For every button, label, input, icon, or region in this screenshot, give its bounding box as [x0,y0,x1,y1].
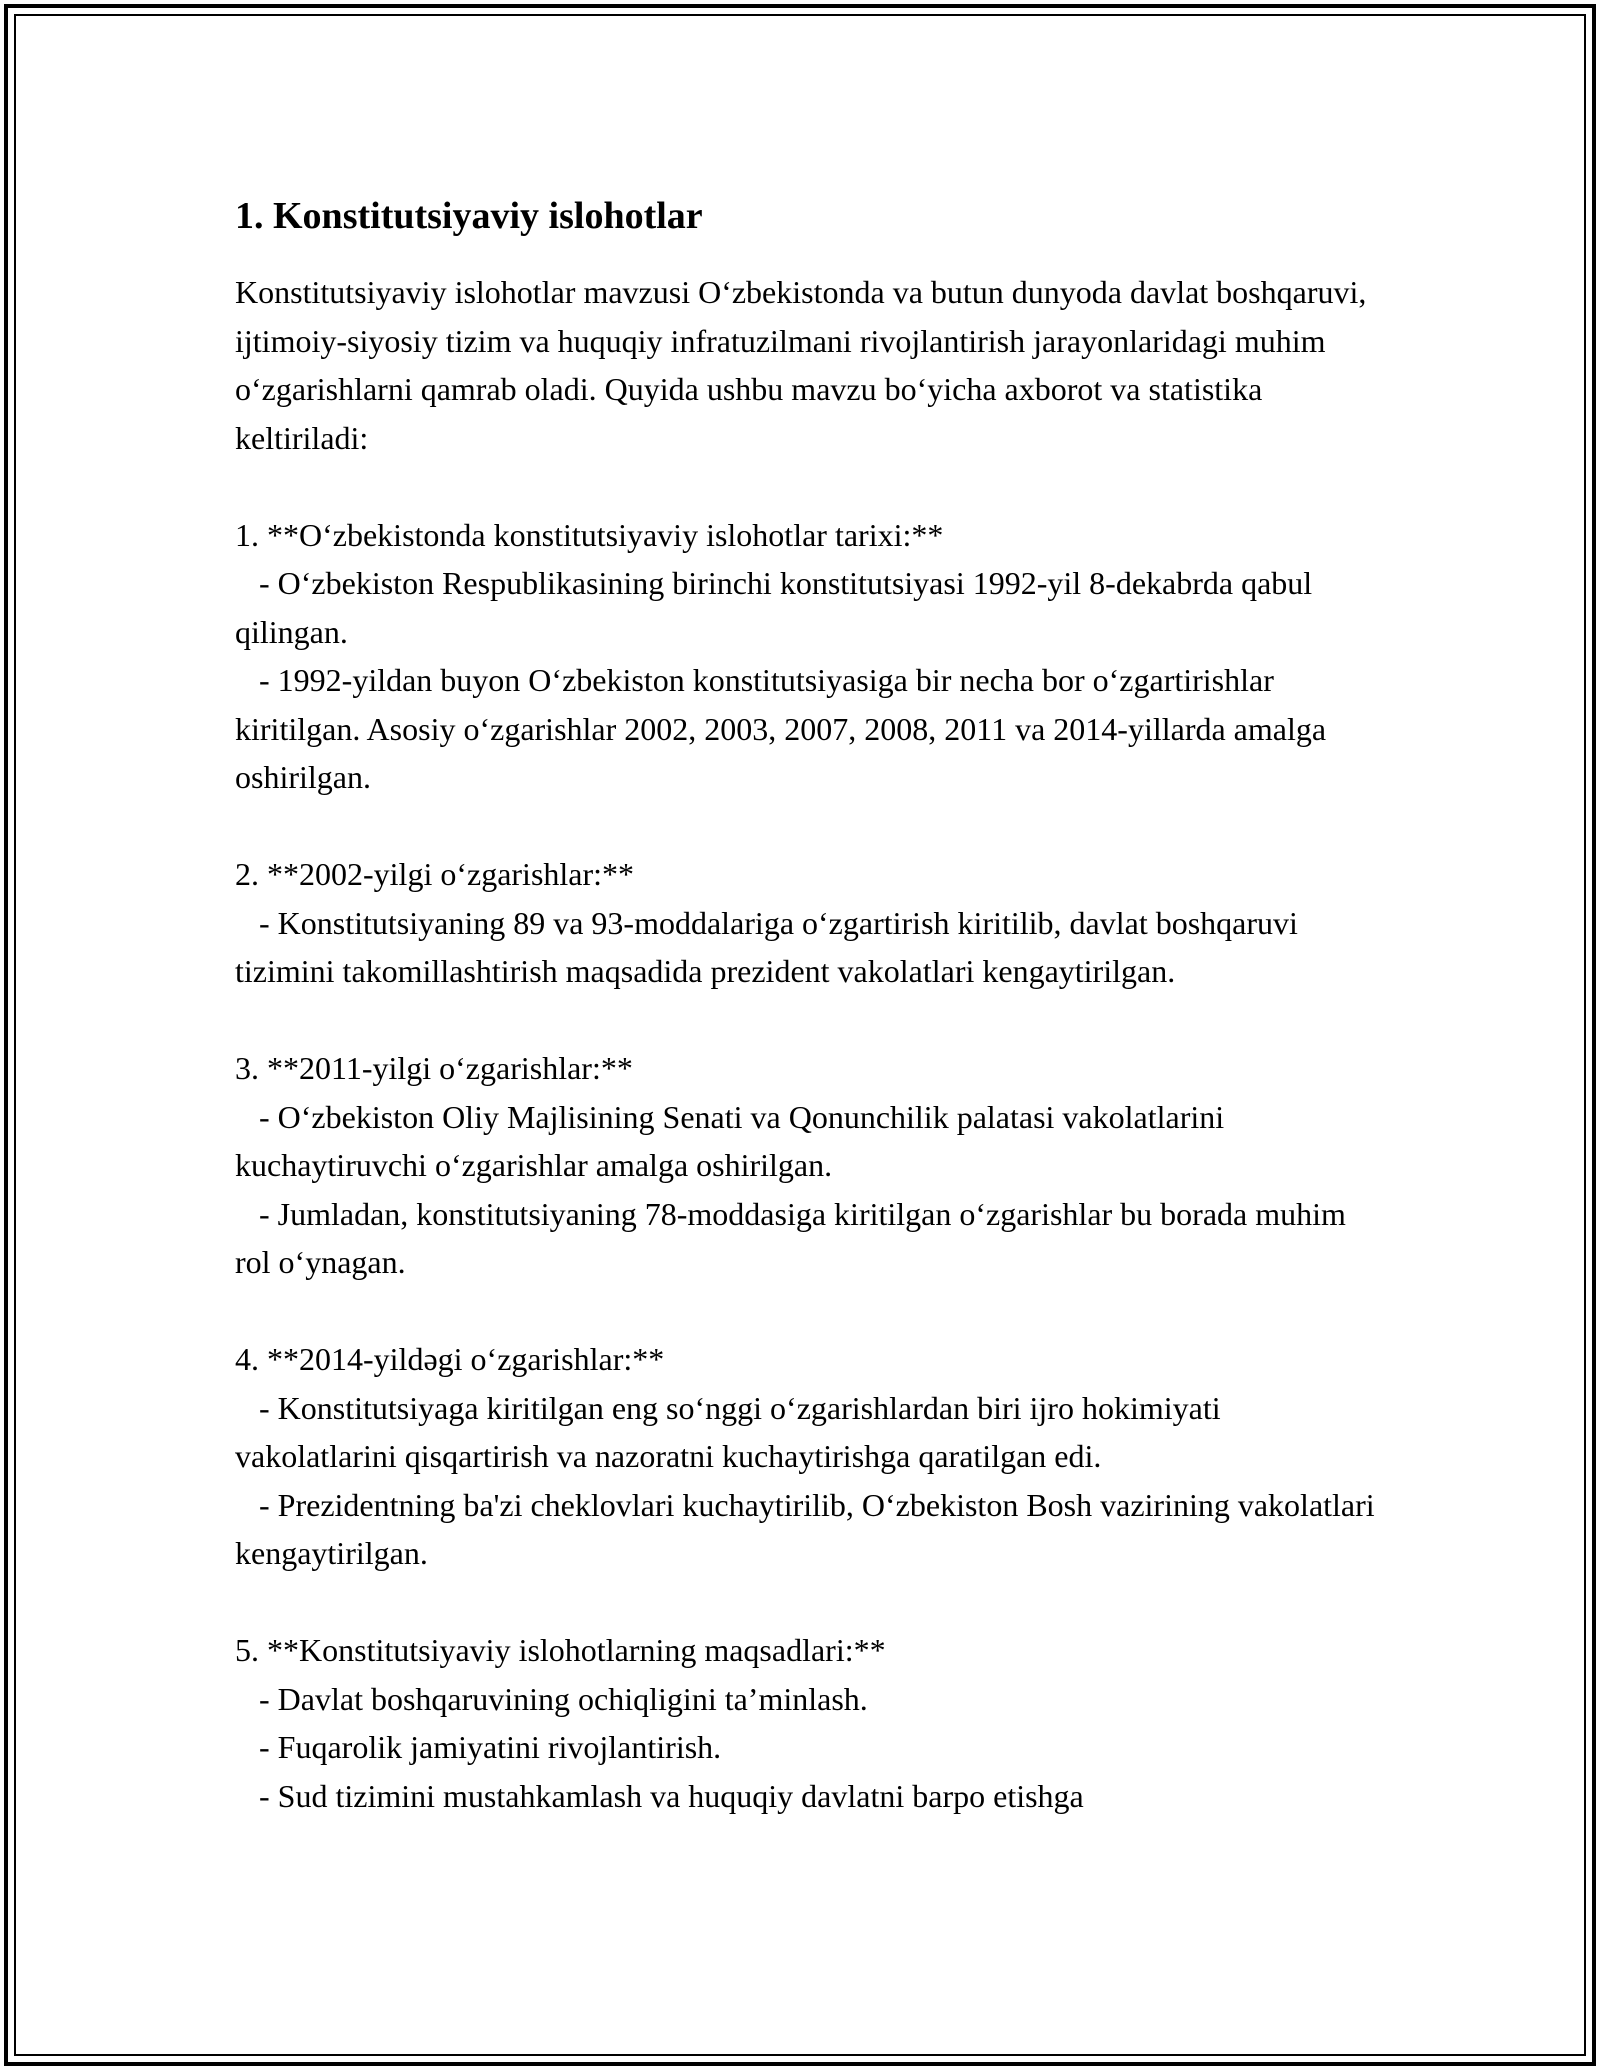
document-body [235,188,1385,1869]
section-heading: 2. **2002-yilgi o‘zgarishlar:** [235,856,635,892]
intro-paragraph: Konstitutsiyaviy islohotlar mavzusi O‘zbekistonda va butun dunyoda davlat boshqaruvi, ijtimoiy-siyosiy tizim va huquqiy infratuzilmani rivojlantirish jarayonlaridagi muhim o‘zgarishlarni qamrab oladi. Quyida ushbu mavzu bo‘yicha axborot va statistika keltiriladi: [235,274,1367,456]
document-title: 1. Konstitutsiyaviy islohotlar [235,195,703,237]
section-item: - Sud tizimini mustahkamlash va huquqiy davlatni barpo etishga [235,1777,1084,1814]
section-2011-changes [235,1044,1385,1287]
section-item: - O‘zbekiston Respublikasining birinchi konstitutsiyasi 1992-yil 8-dekabrda qabul qilingan. [235,565,1321,650]
section-item: - Jumladan, konstitutsiyaning 78-moddasiga kiritilgan o‘zgarishlar bu borada muhim rol o‘ynagan. [235,1195,1354,1280]
section-heading: 5. **Konstitutsiyaviy islohotlarning maqsadlari:** [235,1632,886,1668]
section-2014-changes [235,1335,1385,1578]
section-goals [235,1626,1385,1820]
section-item: - Konstitutsiyaning 89 va 93-moddalariga o‘zgartirish kiritilib, davlat boshqaruvi tizimini takomillashtirish maqsadida prezident vakolatlari kengaytirilgan. [235,904,1306,989]
section-item: - 1992-yildan buyon O‘zbekiston konstitutsiyasiga bir necha bor o‘zgartirishlar kiritilgan. Asosiy o‘zgarishlar 2002, 2003, 2007, 2008, 2011 va 2014-yillarda amalga oshirilgan. [235,662,1335,795]
section-heading: 3. **2011-yilgi o‘zgarishlar:** [235,1050,633,1086]
section-item: - Davlat boshqaruvining ochiqligini ta’minlash. [235,1680,868,1717]
section-heading: 1. **O‘zbekistonda konstitutsiyaviy islohotlar tarixi:** [235,516,944,553]
section-heading: 4. **2014-yildəgi o‘zgarishlar:** [235,1341,665,1377]
section-2002-changes [235,850,1385,996]
section-item: - Fuqarolik jamiyatini rivojlantirish. [235,1729,722,1765]
section-item: - O‘zbekiston Oliy Majlisining Senati va Qonunchilik palatasi vakolatlarini kuchaytiruvchi o‘zgarishlar amalga oshirilgan. [235,1098,1233,1183]
section-history [235,511,1385,802]
section-item: - Konstitutsiyaga kiritilgan eng so‘nggi o‘zgarishlardan biri ijro hokimiyati vakolatlarini qisqartirish va nazoratni kuchaytirishga qaratilgan edi. [235,1389,1229,1474]
section-item: - Prezidentning ba'zi cheklovlari kuchaytirilib, O‘zbekiston Bosh vazirining vakolatlari kengaytirilgan. [235,1486,1383,1571]
